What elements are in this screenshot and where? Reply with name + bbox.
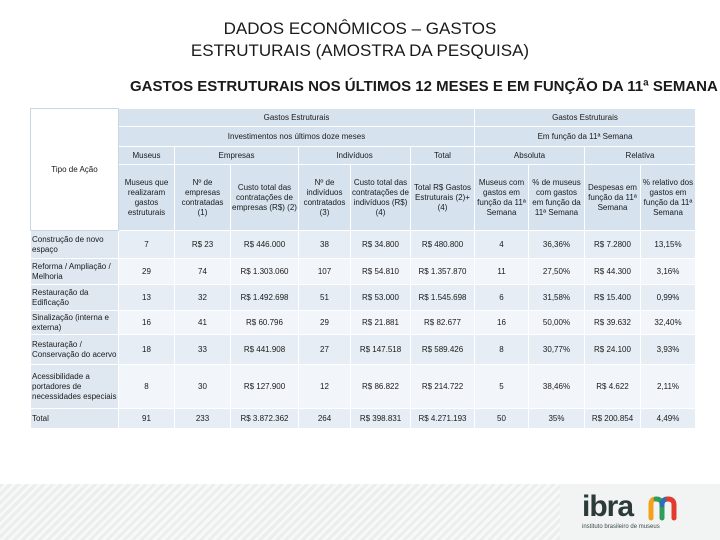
table-cell: 33: [175, 335, 231, 365]
table-cell: 4: [475, 231, 529, 259]
row-label: Construção de novo espaço: [31, 231, 119, 259]
table-cell: R$ 127.900: [231, 365, 299, 409]
table-row: [31, 231, 696, 259]
table-cell: 31,58%: [529, 285, 585, 311]
table-cell: 18: [119, 335, 175, 365]
slide-subtitle: GASTOS ESTRUTURAIS NOS ÚLTIMOS 12 MESES E EM FUNÇÃO DA 11ª SEMANA: [130, 78, 718, 95]
table-cell: 30,77%: [529, 335, 585, 365]
column-header: Custo total das contratações de empresas (R$) (2): [231, 165, 299, 231]
table-row: [31, 335, 696, 365]
table-cell: 6: [475, 285, 529, 311]
header-cell: Empresas: [175, 147, 299, 165]
table-cell: R$ 147.518: [351, 335, 411, 365]
table-cell: 41: [175, 311, 231, 335]
type-label-cell: Tipo de Ação: [31, 109, 119, 231]
table-cell: 264: [299, 409, 351, 429]
table-cell: R$ 23: [175, 231, 231, 259]
header-row-2: [31, 127, 696, 147]
table-row: [31, 259, 696, 285]
header-row-4: [31, 165, 696, 231]
table-cell: 12: [299, 365, 351, 409]
table-row: [31, 365, 696, 409]
header-cell: Museus: [119, 147, 175, 165]
slide-title-line1: DADOS ECONÔMICOS – GASTOS: [223, 19, 497, 38]
table-cell: 74: [175, 259, 231, 285]
table-row: [31, 311, 696, 335]
table-cell: R$ 60.796: [231, 311, 299, 335]
table-cell: 7: [119, 231, 175, 259]
table-cell: 8: [475, 335, 529, 365]
header-cell: Relativa: [585, 147, 696, 165]
ibram-logo: [582, 490, 702, 534]
row-label: Total: [31, 409, 119, 429]
column-header: Nº de indivíduos contratados (3): [299, 165, 351, 231]
table-cell: 35%: [529, 409, 585, 429]
table-cell: 29: [119, 259, 175, 285]
table-cell: 8: [119, 365, 175, 409]
table-cell: R$ 214.722: [411, 365, 475, 409]
footer-stripes: [0, 484, 560, 540]
table-row: [31, 409, 696, 429]
table-cell: R$ 1.545.698: [411, 285, 475, 311]
row-label: Sinalização (interna e externa): [31, 311, 119, 335]
row-label: Acessibilidade a portadores de necessidades especiais: [31, 365, 119, 409]
table-cell: 16: [475, 311, 529, 335]
column-header: Museus que realizaram gastos estruturais: [119, 165, 175, 231]
table-cell: R$ 1.357.870: [411, 259, 475, 285]
table-cell: 50: [475, 409, 529, 429]
table-cell: R$ 44.300: [585, 259, 641, 285]
table-cell: 13: [119, 285, 175, 311]
row-label: Reforma / Ampliação / Melhoria: [31, 259, 119, 285]
table-cell: 91: [119, 409, 175, 429]
header-cell: Investimentos nos últimos doze meses: [119, 127, 475, 147]
logo-wordmark: ibra: [582, 490, 634, 523]
table-row: [31, 285, 696, 311]
table-cell: R$ 441.908: [231, 335, 299, 365]
table-cell: R$ 200.854: [585, 409, 641, 429]
logo-m-icon: [648, 496, 678, 520]
column-header: % relativo dos gastos em função da 11ª Semana: [641, 165, 696, 231]
table-cell: 30: [175, 365, 231, 409]
header-cell: Absoluta: [475, 147, 585, 165]
slide-title-line2-bold: ESTRUTURAIS: [190, 41, 311, 60]
table-cell: 0,99%: [641, 285, 696, 311]
table-cell: 36,36%: [529, 231, 585, 259]
table-cell: 50,00%: [529, 311, 585, 335]
table-cell: 32: [175, 285, 231, 311]
table-cell: 13,15%: [641, 231, 696, 259]
table-cell: R$ 480.800: [411, 231, 475, 259]
table-cell: R$ 446.000: [231, 231, 299, 259]
table-body: [31, 231, 696, 429]
slide-title: [0, 18, 720, 62]
table-cell: 16: [119, 311, 175, 335]
table-cell: R$ 398.831: [351, 409, 411, 429]
table-cell: R$ 1.303.060: [231, 259, 299, 285]
table-cell: 32,40%: [641, 311, 696, 335]
table-cell: R$ 15.400: [585, 285, 641, 311]
table-cell: 5: [475, 365, 529, 409]
table-cell: R$ 4.271.193: [411, 409, 475, 429]
table-cell: R$ 1.492.698: [231, 285, 299, 311]
table-cell: R$ 24.100: [585, 335, 641, 365]
table-cell: 27,50%: [529, 259, 585, 285]
table-cell: R$ 34.800: [351, 231, 411, 259]
table-cell: 233: [175, 409, 231, 429]
header-cell: Em função da 11ª Semana: [475, 127, 696, 147]
table-cell: 29: [299, 311, 351, 335]
table-cell: 2,11%: [641, 365, 696, 409]
table-cell: R$ 21.881: [351, 311, 411, 335]
table-cell: R$ 54.810: [351, 259, 411, 285]
header-cell: Indivíduos: [299, 147, 411, 165]
column-header: % de museus com gastos em função da 11ª Semana: [529, 165, 585, 231]
table-cell: R$ 4.622: [585, 365, 641, 409]
column-header: Nº de empresas contratadas (1): [175, 165, 231, 231]
slide-title-line2-rest: (AMOSTRA DA PESQUISA): [310, 41, 530, 60]
column-header: Museus com gastos em função da 11ª Semana: [475, 165, 529, 231]
table-cell: R$ 82.677: [411, 311, 475, 335]
table-cell: 3,16%: [641, 259, 696, 285]
column-header: Custo total das contratações de indivíduos (R$) (4): [351, 165, 411, 231]
header-cell: Gastos Estruturais: [475, 109, 696, 127]
table-cell: 51: [299, 285, 351, 311]
table-cell: R$ 589.426: [411, 335, 475, 365]
column-header: Total R$ Gastos Estruturais (2)+(4): [411, 165, 475, 231]
header-cell: Total: [411, 147, 475, 165]
table-cell: 3,93%: [641, 335, 696, 365]
table-cell: 38,46%: [529, 365, 585, 409]
header-cell: Gastos Estruturais: [119, 109, 475, 127]
table-cell: R$ 3.872.362: [231, 409, 299, 429]
table-cell: R$ 7.2800: [585, 231, 641, 259]
header-row-3: [31, 147, 696, 165]
logo-subtext: instituto brasileiro de museus: [582, 524, 660, 530]
row-label: Restauração / Conservação do acervo: [31, 335, 119, 365]
table-cell: 11: [475, 259, 529, 285]
column-header: Despesas em função da 11ª Semana: [585, 165, 641, 231]
table-cell: 4,49%: [641, 409, 696, 429]
header-row-1: [31, 109, 696, 127]
row-label: Restauração da Edificação: [31, 285, 119, 311]
table-cell: 27: [299, 335, 351, 365]
table-cell: R$ 53.000: [351, 285, 411, 311]
table-cell: 38: [299, 231, 351, 259]
slide-title-line2: [0, 40, 720, 62]
table-cell: R$ 39.632: [585, 311, 641, 335]
table-cell: R$ 86.822: [351, 365, 411, 409]
expenses-table: [30, 108, 696, 429]
table-cell: 107: [299, 259, 351, 285]
